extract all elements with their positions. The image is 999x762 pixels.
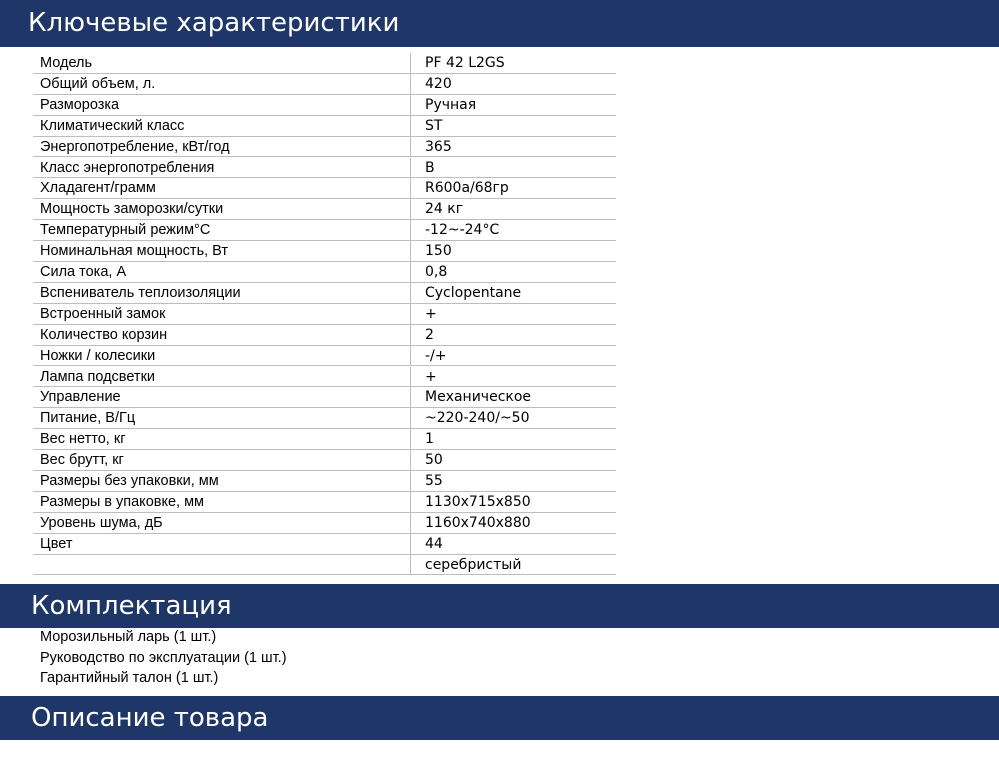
spec-value: 1 (410, 429, 434, 449)
spec-label: Разморозка (40, 96, 120, 113)
spec-row (33, 262, 616, 283)
spec-label: Вспениватель теплоизоляции (40, 284, 241, 301)
spec-label: Номинальная мощность, Вт (40, 243, 229, 260)
spec-row (33, 534, 616, 555)
spec-label: Общий объем, л. (40, 75, 156, 92)
spec-value: 44 (410, 534, 443, 554)
spec-label: Класс энергопотребления (40, 159, 215, 176)
kit-item: Гарантийный талон (1 шт.) (40, 670, 219, 686)
kit-item: Морозильный ларь (1 шт.) (40, 629, 217, 645)
spec-row (33, 304, 616, 325)
spec-value: -/+ (410, 346, 447, 366)
spec-label: Лампа подсветки (40, 368, 156, 385)
spec-label: Управление (40, 389, 121, 406)
spec-label: Температурный режим°C (40, 222, 211, 239)
spec-label: Встроенный замок (40, 305, 166, 322)
spec-value: серебристый (410, 555, 521, 575)
spec-label: Модель (40, 55, 93, 71)
spec-value: 420 (410, 74, 452, 94)
spec-row (33, 283, 616, 304)
spec-label: Ножки / колесики (40, 347, 156, 364)
section-header-description (0, 696, 999, 740)
spec-label: Хладагент/грамм (40, 180, 156, 197)
spec-value: 24 кг (410, 199, 463, 219)
spec-row (33, 513, 616, 534)
spec-row (33, 220, 616, 241)
spec-row (33, 408, 616, 429)
spec-row (33, 53, 616, 74)
spec-label: Вес нетто, кг (40, 431, 126, 448)
spec-label: Энергопотребление, кВт/год (40, 138, 230, 155)
spec-value: Cyclopentane (410, 283, 521, 303)
section-title-description: Описание товара (31, 703, 269, 733)
spec-row (33, 346, 616, 367)
spec-value: ST (410, 116, 442, 136)
kit-item: Руководство по эксплуатации (1 шт.) (40, 649, 287, 666)
spec-value: B (410, 158, 435, 178)
spec-label: Климатический класс (40, 117, 185, 134)
spec-label: Мощность заморозки/сутки (40, 201, 224, 218)
spec-row (33, 74, 616, 95)
section-title-specs: Ключевые характеристики (28, 8, 400, 38)
spec-row (33, 199, 616, 220)
spec-row (33, 178, 616, 199)
spec-row (33, 492, 616, 513)
spec-value: 1160x740x880 (410, 513, 531, 533)
spec-row (33, 471, 616, 492)
spec-row (33, 116, 616, 137)
spec-value: Механическое (410, 387, 531, 407)
spec-row (33, 241, 616, 262)
spec-row (33, 325, 616, 346)
spec-row (33, 429, 616, 450)
spec-value: 2 (410, 325, 434, 345)
spec-label: Количество корзин (40, 326, 168, 343)
spec-value: 50 (410, 450, 443, 470)
spec-value: R600a/68гр (410, 178, 509, 198)
section-header-specs (0, 0, 999, 47)
spec-value: -12~-24°C (410, 220, 499, 240)
spec-value: PF 42 L2GS (410, 53, 505, 73)
spec-value: + (410, 367, 437, 387)
spec-label: Цвет (40, 535, 73, 552)
spec-row (33, 95, 616, 116)
spec-row (33, 555, 616, 576)
spec-value: ~220-240/~50 (410, 408, 530, 428)
spec-value: 150 (410, 241, 452, 261)
spec-row (33, 387, 616, 408)
spec-label: Питание, В/Гц (40, 410, 136, 427)
section-header-kit (0, 584, 999, 628)
spec-label: Сила тока, А (40, 264, 127, 280)
spec-label: Уровень шума, дБ (40, 514, 163, 531)
spec-row (33, 450, 616, 471)
spec-value: 55 (410, 471, 443, 491)
spec-row (33, 137, 616, 158)
spec-row (33, 158, 616, 179)
spec-value: 0,8 (410, 262, 447, 282)
spec-value: Ручная (410, 95, 476, 115)
spec-value: 1130x715x850 (410, 492, 531, 512)
spec-value: + (410, 304, 437, 324)
spec-label: Размеры в упаковке, мм (40, 493, 205, 510)
spec-row (33, 367, 616, 388)
section-title-kit: Комплектация (31, 591, 232, 621)
spec-label: Вес брутт, кг (40, 452, 124, 469)
spec-label: Размеры без упаковки, мм (40, 473, 219, 489)
spec-value: 365 (410, 137, 452, 157)
